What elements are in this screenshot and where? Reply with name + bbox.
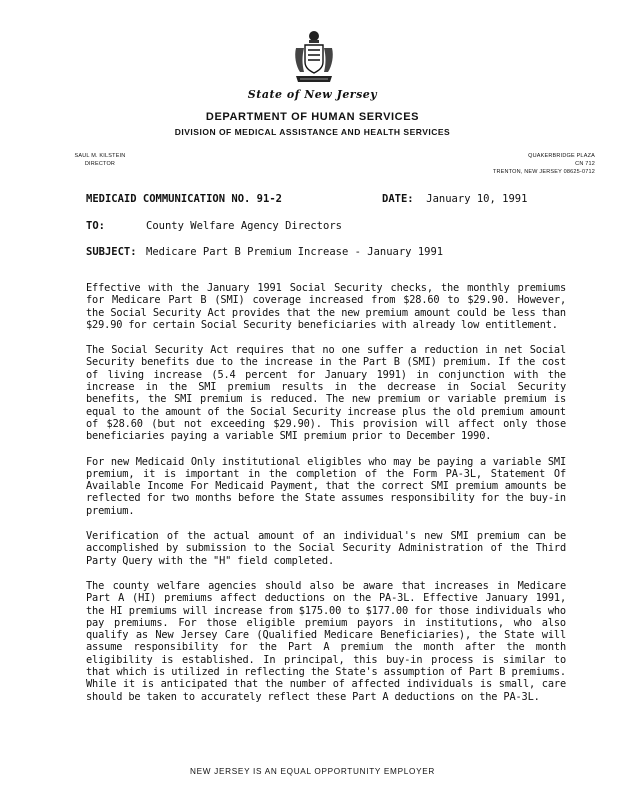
communication-label: MEDICAID COMMUNICATION NO. 91-2: [86, 193, 282, 205]
subject-row: [86, 246, 443, 258]
paragraph-5: The county welfare agencies should also be aware that increases in Medicare Part A (HI) premiums affect deductions on the PA-3L. Effective January 1991, the HI premiums will increase from $175.00 to $177.00 for those individuals who pay premiums. For those eligible premium payors in institutions, who also qualify as New Jersey Care (Qualified Medicare Beneficiaries), the State will assume responsibility for the Part A premium the month after the month eligibility is established. In principal, this buy-in process is similar to that which is utilized in reflecting the State's assumption of Part B premiums. While it is anticipated that the number of affected individuals is small, care should be taken to accurately reflect these Part A deductions on the PA-3L.: [86, 579, 566, 703]
subject-value: Medicare Part B Premium Increase - January 1991: [146, 246, 444, 258]
paragraph-2: The Social Security Act requires that no one suffer a reduction in net Social Security benefits due to the increase in the Part B (SMI) premium. If the cost of living increase (5.4 percent for January 1991) in conjunction with the increase in the SMI premium results in the decrease in Social Security benefits, the SMI premium is reduced. The new premium or variable premium is equal to the amount of the Social Security increase plus the old premium amount of $28.60 (but not exceeding $29.90). This provision will affect only those beneficiaries paying a variable SMI premium prior to December 1990.: [86, 344, 566, 443]
footer-text: NEW JERSEY IS AN EQUAL OPPORTUNITY EMPLOYER: [190, 767, 435, 776]
state-seal-icon: [292, 30, 336, 85]
director-block: [40, 152, 160, 168]
date-label: DATE:: [382, 193, 414, 205]
address-line-1: QUAKERBRIDGE PLAZA: [528, 153, 595, 159]
director-name: SAUL M. KILSTEIN: [74, 153, 126, 159]
to-row: [86, 220, 342, 232]
memo-body: [86, 282, 566, 716]
state-name: State of New Jersey: [247, 88, 378, 101]
paragraph-3: For new Medicaid Only institutional eligibles who may be paying a variable SMI premium, it is important in the completion of the Form PA-3L, Statement Of Available Income For Medicaid Payment, that the correct SMI premium amounts be reflected for two months before the State assumes responsibility for the buy-in premium.: [86, 455, 566, 517]
director-title: DIRECTOR: [84, 161, 116, 167]
paragraph-1: Effective with the January 1991 Social Security checks, the monthly premiums for Medicare Part B (SMI) coverage increased from $28.60 to $29.90. However, the Social Security Act provides that the new premium amount could be less than $29.90 for certain Social Security beneficiaries with already low entitlement.: [86, 282, 566, 331]
paragraph-4: Verification of the actual amount of an individual's new SMI premium can be accomplished by submission to the Social Security Administration of the Third Party Query with the "H" field completed.: [86, 530, 566, 567]
address-line-3: TRENTON, NEW JERSEY 08625-0712: [492, 169, 595, 175]
date-row: [382, 193, 527, 205]
division-name: DIVISION OF MEDICAL ASSISTANCE AND HEALTH SERVICES: [174, 127, 451, 137]
subject-label: SUBJECT:: [86, 246, 137, 258]
address-block: [465, 152, 595, 176]
department-name: DEPARTMENT OF HUMAN SERVICES: [205, 111, 420, 123]
to-value: County Welfare Agency Directors: [146, 220, 342, 232]
to-label: TO:: [86, 220, 105, 232]
communication-number: [86, 193, 282, 205]
date-value: January 10, 1991: [426, 193, 528, 205]
address-line-2: CN 712: [575, 161, 595, 167]
